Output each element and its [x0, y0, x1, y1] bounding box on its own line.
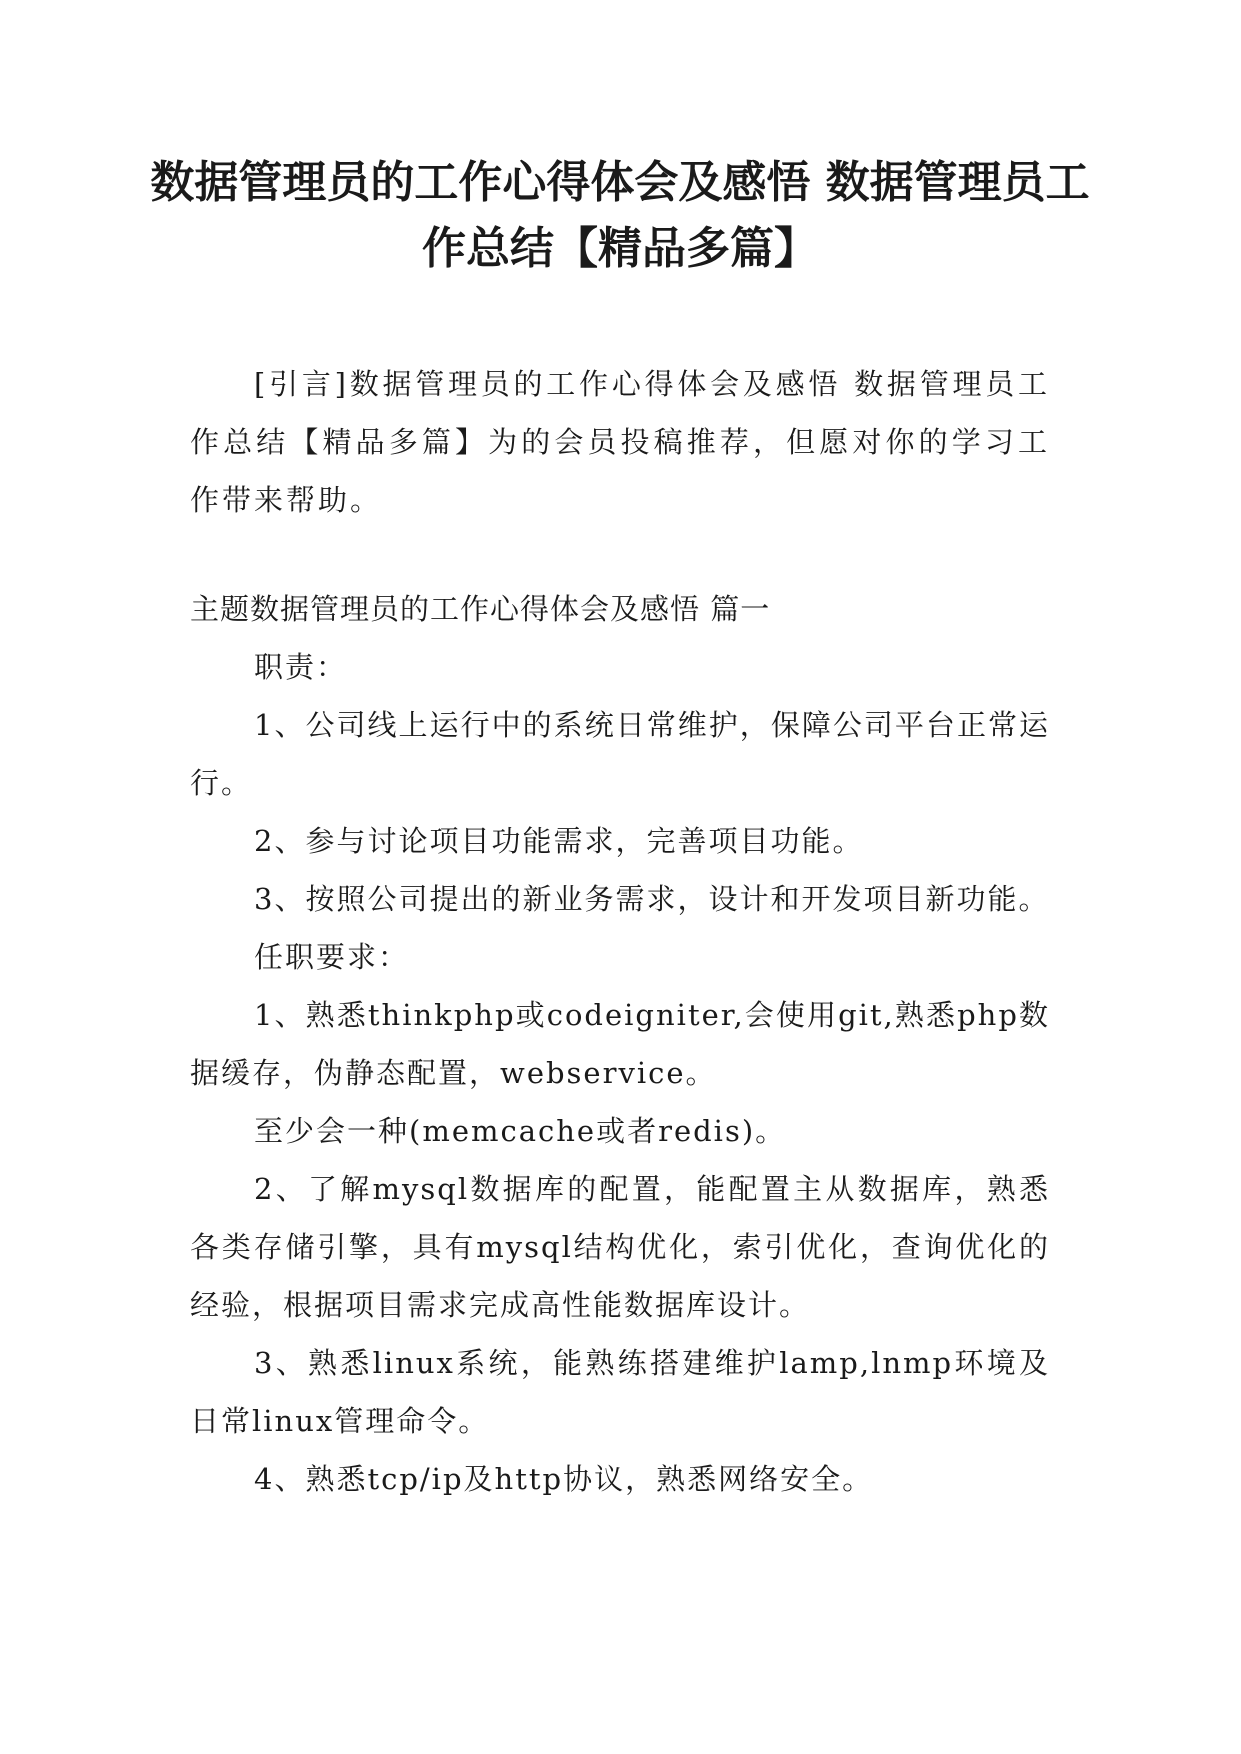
- paragraph-requirement-4: 4、熟悉tcp/ip及http协议，熟悉网络安全。: [254, 1462, 874, 1496]
- document-title: 数据管理员的工作心得体会及感悟 数据管理员工作总结【精品多篇】: [150, 157, 1090, 274]
- paragraph-duty-2: 2、参与讨论项目功能需求，完善项目功能。: [254, 824, 864, 858]
- paragraph-requirement-1-extra: 至少会一种(memcache或者redis)。: [254, 1114, 787, 1148]
- paragraph-duty-1: 1、公司线上运行中的系统日常维护，保障公司平台正常运行。: [190, 708, 1050, 800]
- document-body: [190, 580, 1050, 1508]
- paragraph-requirement-3: 3、熟悉linux系统，能熟练搭建维护lamp,lnmp环境及日常linux管理命令。: [190, 1346, 1050, 1438]
- paragraph-requirements-label: 任职要求：: [254, 940, 410, 974]
- paragraph-requirement-1: 1、熟悉thinkphp或codeigniter,会使用git,熟悉php数据缓存，伪静态配置，webservice。: [190, 998, 1050, 1090]
- paragraph-duty-3: 3、按照公司提出的新业务需求，设计和开发项目新功能。: [254, 882, 1050, 916]
- intro-paragraph: [引言]数据管理员的工作心得体会及感悟 数据管理员工作总结【精品多篇】为的会员投稿推荐，但愿对你的学习工作带来帮助。: [190, 367, 1050, 517]
- paragraph-requirement-2: 2、了解mysql数据库的配置，能配置主从数据库，熟悉各类存储引擎，具有mysql结构优化，索引优化，查询优化的经验，根据项目需求完成高性能数据库设计。: [190, 1172, 1050, 1322]
- section-heading: 主题数据管理员的工作心得体会及感悟 篇一: [190, 592, 771, 626]
- paragraph-duties-label: 职责：: [254, 650, 348, 684]
